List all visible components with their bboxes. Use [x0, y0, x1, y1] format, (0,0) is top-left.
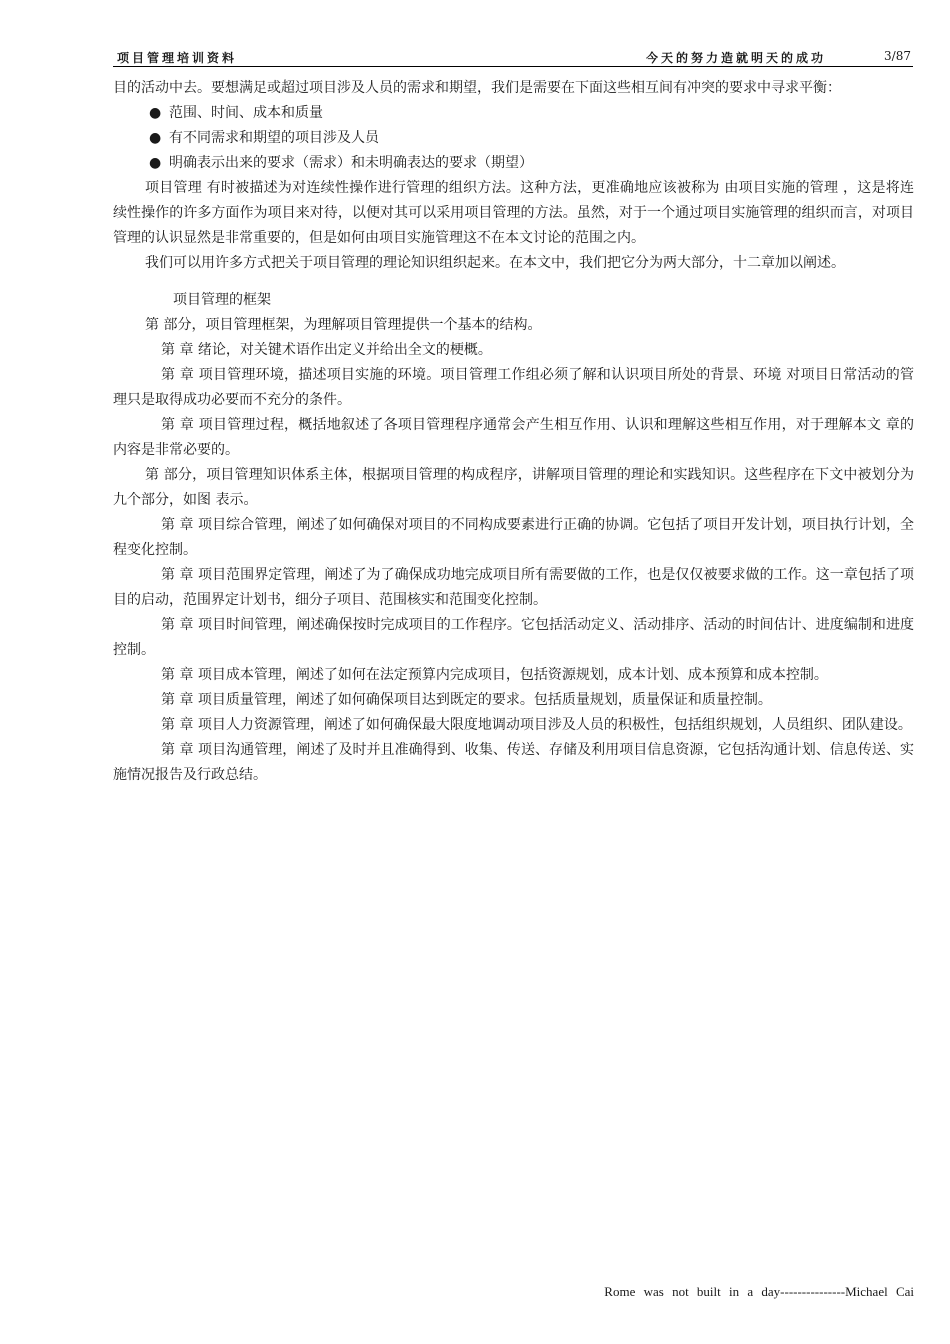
section-heading: 项目管理的框架 — [173, 292, 271, 308]
paragraph: 项目管理 有时被描述为对连续性操作进行管理的组织方法。这种方法，更准确地应该被称为 由项目实施的管理 ，这是将连续性操作的许多方面作为项目来对待，以便对其可以采用项目管理的方法。虽然，对于一个通过项目实施管理的组织而言，对项目管理的认识显然是非常重要的，但是如何由项目实施管理这不在本文讨论的范围之内。 — [113, 180, 914, 246]
chapter-paragraph: 第 章 项目范围界定管理，阐述了为了确保成功地完成项目所有需要做的工作，也是仅仅被要求做的工作。这一章包括了项目的启动，范围界定计划书，细分子项目、范围核实和范围变化控制。 — [113, 567, 914, 608]
chapter-paragraph: 第 章 项目管理过程，概括地叙述了各项目管理程序通常会产生相互作用、认识和理解这些相互作用，对于理解本文 章的内容是非常必要的。 — [113, 417, 914, 458]
chapter-paragraph: 第 章 项目成本管理，阐述了如何在法定预算内完成项目，包括资源规划，成本计划、成本预算和成本控制。 — [161, 667, 828, 683]
header-doc-title: 项目管理培训资料 — [117, 51, 238, 65]
chapter-paragraph: 第 章 项目管理环境，描述项目实施的环境。项目管理工作组必须了解和认识项目所处的背景、环境 对项目日常活动的管理只是取得成功必要而不充分的条件。 — [113, 367, 914, 408]
bullet-icon: ● — [149, 105, 162, 121]
spacer — [113, 276, 914, 288]
chapter-paragraph: 第 章 绪论，对关键术语作出定义并给出全文的梗概。 — [161, 342, 492, 358]
bullet-list — [113, 101, 914, 176]
chapter-paragraph: 第 章 项目综合管理，阐述了如何确保对项目的不同构成要素进行正确的协调。它包括了项目开发计划，项目执行计划，全程变化控制。 — [113, 517, 914, 558]
chapter-paragraph: 第 章 项目时间管理，阐述确保按时完成项目的工作程序。它包括活动定义、活动排序、活动的时间估计、进度编制和进度控制。 — [113, 617, 914, 658]
list-item-text: 有不同需求和期望的项目涉及人员 — [169, 130, 379, 146]
page-footer: Rome was not built in a day---------------Michael Cai — [604, 1284, 914, 1299]
paragraph: 我们可以用许多方式把关于项目管理的理论知识组织起来。在本文中，我们把它分为两大部分，十二章加以阐述。 — [145, 255, 845, 271]
page-number: 3/87 — [884, 49, 911, 63]
document-body — [113, 76, 914, 788]
chapter-paragraph: 第 章 项目沟通管理，阐述了及时并且准确得到、收集、传送、存储及利用项目信息资源，它包括沟通计划、信息传送、实施情况报告及行政总结。 — [113, 742, 914, 783]
list-item — [113, 151, 914, 176]
list-item-text: 范围、时间、成本和质量 — [169, 105, 323, 121]
bullet-icon: ● — [149, 155, 162, 171]
paragraph: 目的活动中去。要想满足或超过项目涉及人员的需求和期望，我们是需要在下面这些相互间有冲突的要求中寻求平衡： — [113, 80, 841, 96]
list-item-text: 明确表示出来的要求（需求）和未明确表达的要求（期望） — [169, 155, 533, 171]
part-paragraph: 第 部分，项目管理框架，为理解项目管理提供一个基本的结构。 — [145, 317, 542, 333]
chapter-paragraph: 第 章 项目人力资源管理，阐述了如何确保最大限度地调动项目涉及人员的积极性，包括组织规划，人员组织、团队建设。 — [161, 717, 912, 733]
part-paragraph: 第 部分，项目管理知识体系主体，根据项目管理的构成程序，讲解项目管理的理论和实践知识。这些程序在下文中被划分为九个部分，如图 表示。 — [113, 467, 914, 508]
list-item — [113, 126, 914, 151]
bullet-icon: ● — [149, 130, 162, 146]
header-motto: 今天的努力造就明天的成功 — [646, 51, 827, 65]
chapter-paragraph: 第 章 项目质量管理，阐述了如何确保项目达到既定的要求。包括质量规划，质量保证和质量控制。 — [161, 692, 772, 708]
page-header — [113, 46, 913, 67]
list-item — [113, 101, 914, 126]
